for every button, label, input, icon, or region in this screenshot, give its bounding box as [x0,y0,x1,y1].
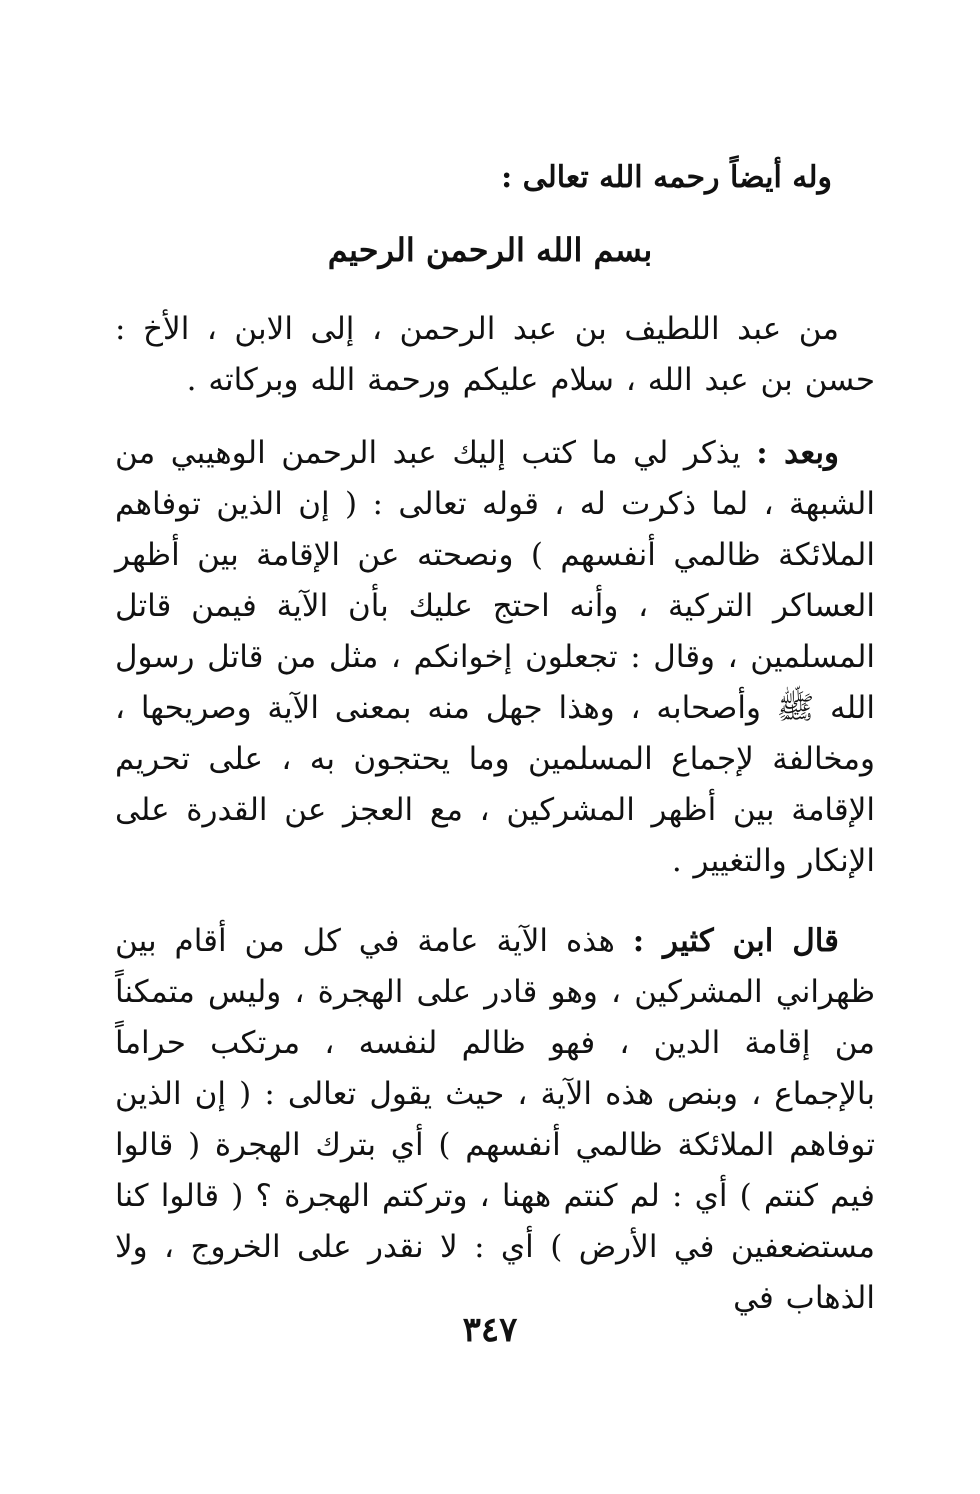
paragraph-lead-word: وبعد : [756,435,839,471]
section-heading: وله أيضاً رحمه الله تعالى : [501,160,832,195]
paragraph-lead-word: قال ابن كثير : [632,923,839,959]
paragraph-greeting [115,304,875,406]
paragraph-quote [115,916,875,1324]
paragraph-quote-text: هذه الآية عامة في كل من أقام بين ظهراني المشركين ، وهو قادر على الهجرة ، وليس متمكناً من إقامة الدين ، فهو ظالم لنفسه ، مرتكب حراماً بالإجماع ، وبنص هذه الآية ، حيث يقول تعالى : ( إن الذين توفاهم الملائكة ظالمي أنفسهم ) أي بترك الهجرة ( قالوا فيم كنتم ) أي : لم كنتم ههنا ، وتركتم الهجرة ؟ ( قالوا كنا مستضعفين في الأرض ) أي : لا نقدر على الخروج ، ولا الذهاب في [115,923,875,1316]
paragraph-body [115,428,875,887]
page-number: ٣٤٧ [462,1310,518,1350]
paragraph-body-text: يذكر لي ما كتب إليك عبد الرحمن الوهيبي من الشبهة ، لما ذكرت له ، قوله تعالى : ( إن الذين توفاهم الملائكة ظالمي أنفسهم ) ونصحته عن الإقامة بين أظهر العساكر التركية ، وأنه احتج عليك بأن الآية فيمن قاتل المسلمين ، وقال : تجعلون إخوانكم ، مثل من قاتل رسول الله ﷺ وأصحابه ، وهذا جهل منه بمعنى الآية وصريحها ، ومخالفة لإجماع المسلمين وما يحتجون به ، على تحريم الإقامة بين أظهر المشركين ، مع العجز عن القدرة على الإنكار والتغيير . [115,435,875,879]
paragraph-greeting-text: من عبد اللطيف بن عبد الرحمن ، إلى الابن ، الأخ : حسن بن عبد الله ، سلام عليكم ورحمة الله وبركاته . [115,311,875,398]
basmala-calligraphy: بسم الله الرحمن الرحيم [327,231,653,269]
